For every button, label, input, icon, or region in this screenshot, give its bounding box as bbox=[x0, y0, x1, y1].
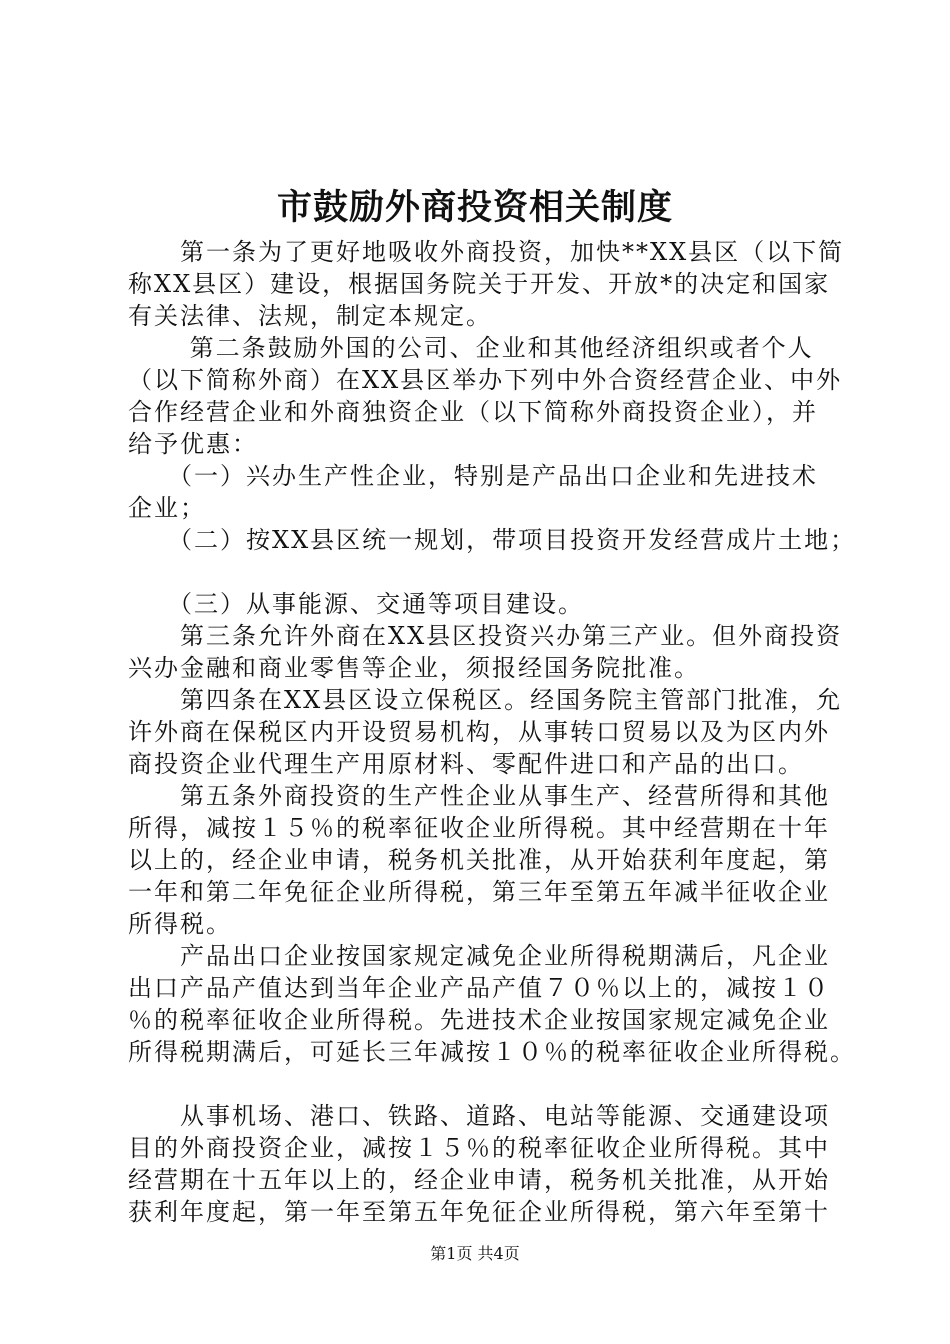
body-line: 第四条在XX县区设立保税区。经国务院主管部门批准，允 bbox=[128, 686, 843, 714]
body-line: 产品出口企业按国家规定减免企业所得税期满后，凡企业 bbox=[128, 942, 830, 970]
body-line: （二）按XX县区统一规划，带项目投资开发经营成片土地； bbox=[128, 526, 857, 554]
body-line: 出口产品产值达到当年企业产品产值７０％以上的，减按１０ bbox=[128, 974, 830, 1002]
body-line: 从事机场、港口、铁路、道路、电站等能源、交通建设项 bbox=[128, 1102, 830, 1130]
body-line: 所得税。 bbox=[128, 910, 232, 938]
body-line: 所得税期满后，可延长三年减按１０％的税率征收企业所得税。 bbox=[128, 1038, 856, 1066]
body-line: （以下简称外商）在XX县区举办下列中外合资经营企业、中外 bbox=[128, 366, 843, 394]
body-line: 一年和第二年免征企业所得税，第三年至第五年减半征收企业 bbox=[128, 878, 830, 906]
body-line: 经营期在十五年以上的，经企业申请，税务机关批准，从开始 bbox=[128, 1166, 830, 1194]
body-line: 所得，减按１５％的税率征收企业所得税。其中经营期在十年 bbox=[128, 814, 830, 842]
body-line: （一）兴办生产性企业，特别是产品出口企业和先进技术 bbox=[128, 462, 818, 490]
body-line: 第五条外商投资的生产性企业从事生产、经营所得和其他 bbox=[128, 782, 830, 810]
body-line: 获利年度起，第一年至第五年免征企业所得税，第六年至第十 bbox=[128, 1198, 830, 1226]
body-line: 兴办金融和商业零售等企业，须报经国务院批准。 bbox=[128, 654, 700, 682]
body-line: （三）从事能源、交通等项目建设。 bbox=[128, 590, 584, 618]
body-line: 合作经营企业和外商独资企业（以下简称外商投资企业），并 bbox=[128, 398, 818, 426]
body-line: 第三条允许外商在XX县区投资兴办第三产业。但外商投资 bbox=[128, 622, 843, 650]
body-line: 商投资企业代理生产用原材料、零配件进口和产品的出口。 bbox=[128, 750, 804, 778]
body-line: 有关法律、法规，制定本规定。 bbox=[128, 302, 492, 330]
body-line: ％的税率征收企业所得税。先进技术企业按国家规定减免企业 bbox=[128, 1006, 830, 1034]
body-line: 目的外商投资企业，减按１５％的税率征收企业所得税。其中 bbox=[128, 1134, 830, 1162]
body-line: 第一条为了更好地吸收外商投资，加快**XX县区（以下简 bbox=[128, 238, 845, 266]
body-line: 以上的，经企业申请，税务机关批准，从开始获利年度起，第 bbox=[128, 846, 830, 874]
body-line: 给予优惠： bbox=[128, 430, 258, 458]
page-number-footer: 第1页 共4页 bbox=[430, 1244, 520, 1263]
body-line: 称XX县区）建设，根据国务院关于开发、开放*的决定和国家 bbox=[128, 270, 831, 298]
body-line: 企业； bbox=[128, 494, 206, 522]
document-title: 市鼓励外商投资相关制度 bbox=[276, 187, 673, 228]
body-line: 第二条鼓励外国的公司、企业和其他经济组织或者个人 bbox=[128, 334, 814, 362]
body-line: 许外商在保税区内开设贸易机构，从事转口贸易以及为区内外 bbox=[128, 718, 830, 746]
